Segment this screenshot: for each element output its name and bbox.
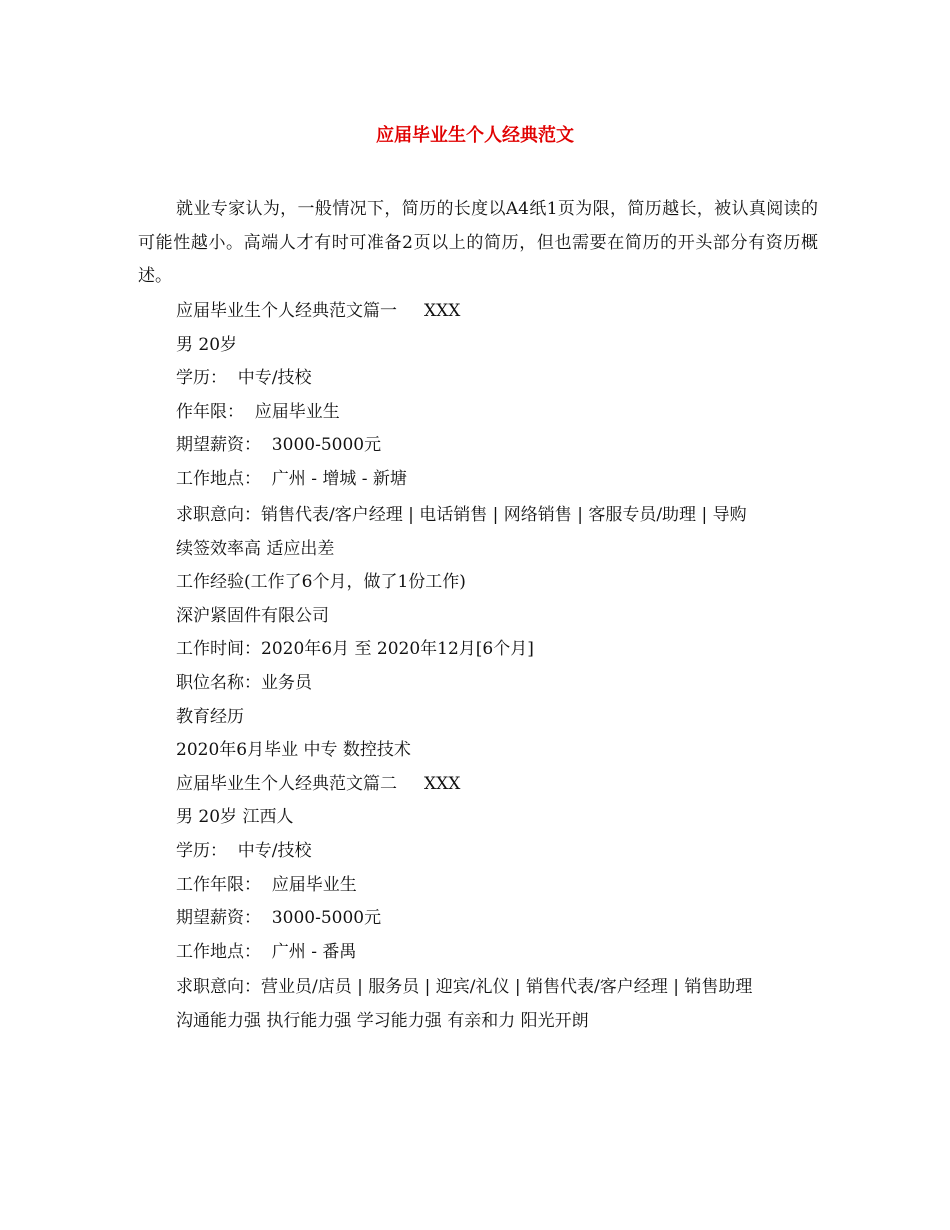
resume2-education: 学历： 中专/技校	[176, 840, 312, 861]
resume2-work-years: 工作年限： 应届毕业生	[176, 874, 357, 895]
resume1-position: 职位名称：业务员	[176, 672, 312, 693]
resume1-education-detail: 2020年6月毕业 中专 数控技术	[176, 740, 411, 761]
resume1-location: 工作地点： 广州 - 增城 - 新塘	[176, 468, 407, 489]
resume-content	[138, 295, 818, 1039]
resume2-heading: 应届毕业生个人经典范文篇二 XXX	[176, 773, 461, 794]
resume1-company: 深沪紧固件有限公司	[176, 605, 329, 626]
resume1-education-heading: 教育经历	[176, 706, 244, 727]
resume1-heading: 应届毕业生个人经典范文篇一 XXX	[176, 301, 461, 321]
resume1-job-intent: 求职意向：销售代表/客户经理 | 电话销售 | 网络销售 | 客服专员/助理 | 导购	[176, 504, 747, 525]
resume1-experience-heading: 工作经验(工作了6个月，做了1份工作)	[176, 572, 466, 593]
resume2-location: 工作地点： 广州 - 番禺	[176, 941, 357, 962]
document-title: 应届毕业生个人经典范文	[376, 125, 574, 146]
resume1-education: 学历： 中专/技校	[176, 368, 312, 389]
resume2-job-intent: 求职意向：营业员/店员 | 服务员 | 迎宾/礼仪 | 销售代表/客户经理 | 销售助理	[176, 977, 753, 998]
intro-paragraph: 就业专家认为，一般情况下，简历的长度以A4纸1页为限，简历越长，被认真阅读的可能性越小。高端人才有时可准备2页以上的简历，但也需要在简历的开头部分有资历概述。	[138, 199, 818, 286]
resume1-tags: 续签效率高 适应出差	[176, 538, 335, 559]
resume2-gender-age: 男 20岁 江西人	[176, 807, 294, 828]
resume2-salary: 期望薪资： 3000-5000元	[176, 908, 382, 929]
resume1-salary: 期望薪资： 3000-5000元	[176, 435, 382, 456]
resume2-tags: 沟通能力强 执行能力强 学习能力强 有亲和力 阳光开朗	[176, 1011, 589, 1032]
resume1-gender-age: 男 20岁	[176, 334, 238, 355]
resume1-work-time: 工作时间：2020年6月 至 2020年12月[6个月]	[176, 639, 534, 660]
resume1-work-years: 作年限： 应届毕业生	[176, 401, 340, 422]
